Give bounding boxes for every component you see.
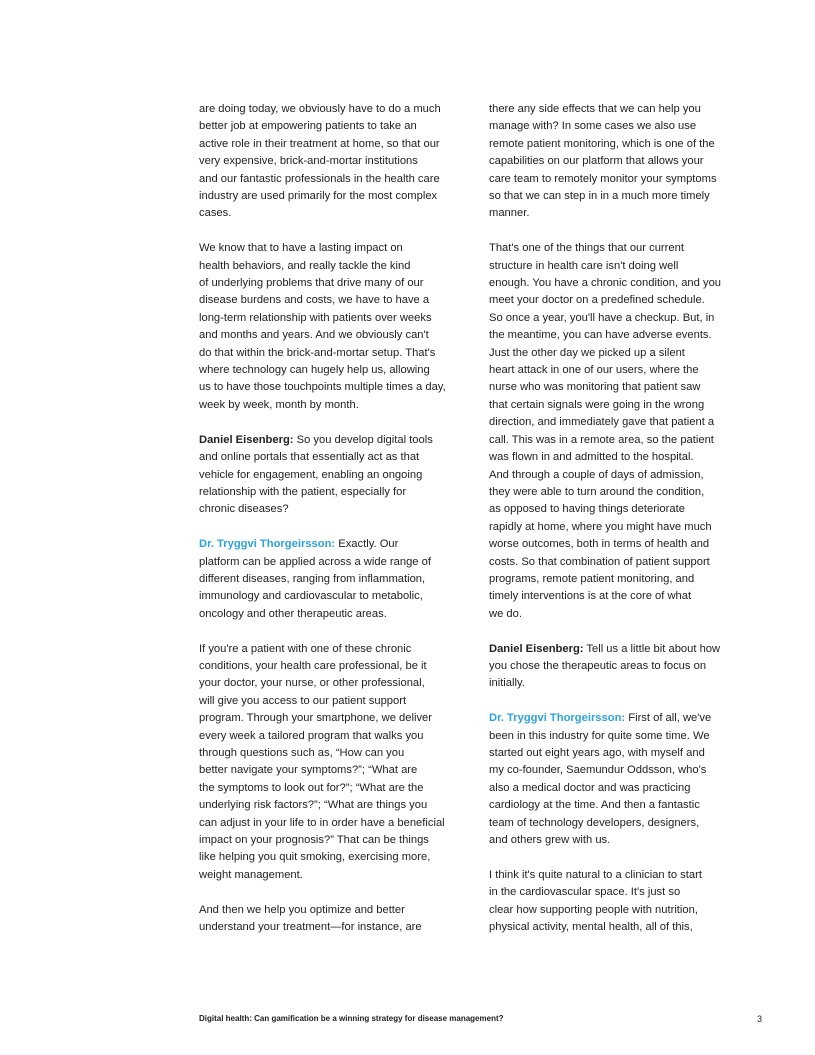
- text-line: we do.: [489, 607, 522, 620]
- text-line: health behaviors, and really tackle the kind: [199, 259, 411, 272]
- speaker-name-interviewee: Dr. Tryggvi Thorgeirsson:: [199, 538, 336, 551]
- text-line: program. Through your smartphone, we deliver: [199, 712, 432, 725]
- text-line: also a medical doctor and was practicing: [489, 781, 691, 794]
- speaker-name-interviewee: Dr. Tryggvi Thorgeirsson:: [489, 712, 626, 725]
- text-line: your doctor, your nurse, or other professional,: [199, 677, 425, 690]
- text-line: that certain signals were going in the wrong: [489, 398, 705, 411]
- text-line: [199, 432, 461, 449]
- text-line: rapidly at home, where you might have much: [489, 520, 712, 533]
- text-line: long-term relationship with patients over weeks: [199, 311, 432, 324]
- text-line: they were able to turn around the condition,: [489, 485, 705, 498]
- text-fragment: Tell us a little bit about how: [583, 642, 721, 655]
- text-line: every week a tailored program that walks you: [199, 729, 424, 742]
- left-column: [199, 101, 461, 954]
- text-line: enough. You have a chronic condition, and you: [489, 277, 722, 290]
- text-line: vehicle for engagement, enabling an ongoing: [199, 468, 423, 481]
- text-line: the meantime, you can have adverse events.: [489, 329, 712, 342]
- text-line: do that within the brick-and-mortar setup. That's: [199, 346, 436, 359]
- text-line: you chose the therapeutic areas to focus on: [489, 659, 707, 672]
- text-line: direction, and immediately gave that patient a: [489, 416, 715, 429]
- text-line: chronic diseases?: [199, 503, 289, 516]
- text-line: costs. So that combination of patient support: [489, 555, 710, 568]
- text-line: programs, remote patient monitoring, and: [489, 572, 695, 585]
- text-line: through questions such as, “How can you: [199, 746, 405, 759]
- interviewee-paragraph: [199, 536, 461, 623]
- text-line: are doing today, we obviously have to do a much: [199, 103, 441, 115]
- text-line: my co-founder, Saemundur Oddsson, who's: [489, 764, 707, 777]
- text-line: in the cardiovascular space. It's just so: [489, 886, 681, 899]
- right-column: [489, 101, 751, 954]
- text-line: [489, 641, 751, 658]
- text-line: [199, 536, 461, 553]
- text-line: active role in their treatment at home, so that our: [199, 137, 440, 150]
- text-line: clear how supporting people with nutrition,: [489, 903, 698, 916]
- text-line: team of technology developers, designers,: [489, 816, 700, 829]
- speaker-name-interviewer: Daniel Eisenberg:: [489, 642, 584, 655]
- text-line: so that we can step in in a much more timely: [489, 190, 710, 203]
- text-fragment: First of all, we've: [625, 712, 712, 725]
- paragraph: [489, 867, 751, 937]
- text-line: will give you access to our patient support: [199, 694, 407, 707]
- text-line: impact on your prognosis?” That can be things: [199, 834, 429, 846]
- text-line: the symptoms to look out for?”; “What are the: [199, 781, 424, 794]
- text-line: So once a year, you'll have a checkup. But, in: [489, 311, 715, 324]
- text-line: very expensive, brick-and-mortar institutions: [199, 155, 418, 168]
- text-line: nurse who was monitoring that patient saw: [489, 381, 701, 394]
- text-line: cases.: [199, 207, 232, 220]
- text-line: capabilities on our platform that allows your: [489, 155, 704, 168]
- text-line: and others grew with us.: [489, 834, 611, 847]
- text-line: manner.: [489, 207, 530, 220]
- text-line: initially.: [489, 677, 525, 690]
- interviewer-paragraph: [489, 641, 751, 693]
- page-number: 3: [757, 1014, 763, 1024]
- text-line: weight management.: [199, 868, 303, 881]
- text-line: been in this industry for quite some time. We: [489, 729, 710, 742]
- text-line: conditions, your health care professional, be it: [199, 659, 427, 672]
- text-line: remote patient monitoring, which is one of the: [489, 137, 715, 150]
- text-line: like helping you quit smoking, exercising more,: [199, 851, 431, 864]
- text-line: And then we help you optimize and better: [199, 903, 405, 916]
- text-line: as opposed to having things deteriorate: [489, 503, 685, 516]
- paragraph: [489, 101, 751, 223]
- text-line: That's one of the things that our current: [489, 242, 684, 255]
- text-line: I think it's quite natural to a clinician to start: [489, 868, 702, 881]
- text-line: disease burdens and costs, we have to have a: [199, 294, 430, 307]
- text-line: If you're a patient with one of these chronic: [199, 642, 412, 655]
- text-line: [489, 710, 751, 727]
- text-line: And through a couple of days of admission,: [489, 468, 704, 481]
- text-line: platform can be applied across a wide range of: [199, 555, 431, 568]
- text-line: meet your doctor on a predefined schedule.: [489, 294, 705, 307]
- text-line: industry are used primarily for the most complex: [199, 190, 438, 203]
- text-line: underlying risk factors?”; “What are things you: [199, 799, 428, 812]
- text-line: started out eight years ago, with myself and: [489, 746, 705, 759]
- interviewee-paragraph: [489, 710, 751, 849]
- text-line: cardiology at the time. And then a fantastic: [489, 799, 700, 812]
- text-line: structure in health care isn't doing well: [489, 259, 679, 272]
- paragraph: [199, 902, 461, 937]
- text-line: We know that to have a lasting impact on: [199, 242, 403, 255]
- text-line: where technology can hugely help us, allowing: [199, 364, 430, 377]
- text-line: different diseases, ranging from inflammation,: [199, 572, 426, 585]
- text-line: understand your treatment—for instance, are: [199, 921, 422, 934]
- text-line: better navigate your symptoms?”; “What are: [199, 764, 418, 777]
- text-line: and our fantastic professionals in the health care: [199, 172, 440, 185]
- interviewer-paragraph: [199, 432, 461, 519]
- text-line: care team to remotely monitor your symptoms: [489, 172, 717, 185]
- text-line: week by week, month by month.: [199, 398, 359, 411]
- text-line: relationship with the patient, especially for: [199, 485, 407, 498]
- text-line: and months and years. And we obviously can't: [199, 329, 429, 342]
- text-line: of underlying problems that drive many of our: [199, 277, 424, 290]
- text-line: better job at empowering patients to take an: [199, 120, 417, 133]
- paragraph: [199, 641, 461, 885]
- text-line: call. This was in a remote area, so the patient: [489, 433, 714, 446]
- paragraph: [489, 240, 751, 623]
- text-line: and online portals that essentially act as that: [199, 451, 420, 464]
- text-fragment: Exactly. Our: [335, 538, 399, 551]
- footer-title: Digital health: Can gamification be a winning strategy for disease management?: [199, 1014, 504, 1023]
- speaker-name-interviewer: Daniel Eisenberg:: [199, 433, 294, 446]
- text-line: immunology and cardiovascular to metabolic,: [199, 590, 423, 603]
- text-line: us to have those touchpoints multiple times a day,: [199, 381, 446, 394]
- text-line: oncology and other therapeutic areas.: [199, 607, 387, 620]
- text-line: physical activity, mental health, all of this,: [489, 921, 693, 934]
- text-line: manage with? In some cases we also use: [489, 120, 697, 133]
- text-line: worse outcomes, both in terms of health and: [489, 538, 710, 551]
- text-line: can adjust in your life to in order have a beneficial: [199, 816, 445, 829]
- paragraph: [199, 240, 461, 414]
- text-line: Just the other day we picked up a silent: [489, 346, 685, 359]
- text-line: was flown in and admitted to the hospital.: [489, 451, 694, 464]
- text-line: heart attack in one of our users, where the: [489, 364, 699, 377]
- text-fragment: So you develop digital tools: [293, 433, 433, 446]
- paragraph: [199, 101, 461, 223]
- text-line: there any side effects that we can help you: [489, 103, 701, 115]
- text-line: timely interventions is at the core of what: [489, 590, 692, 603]
